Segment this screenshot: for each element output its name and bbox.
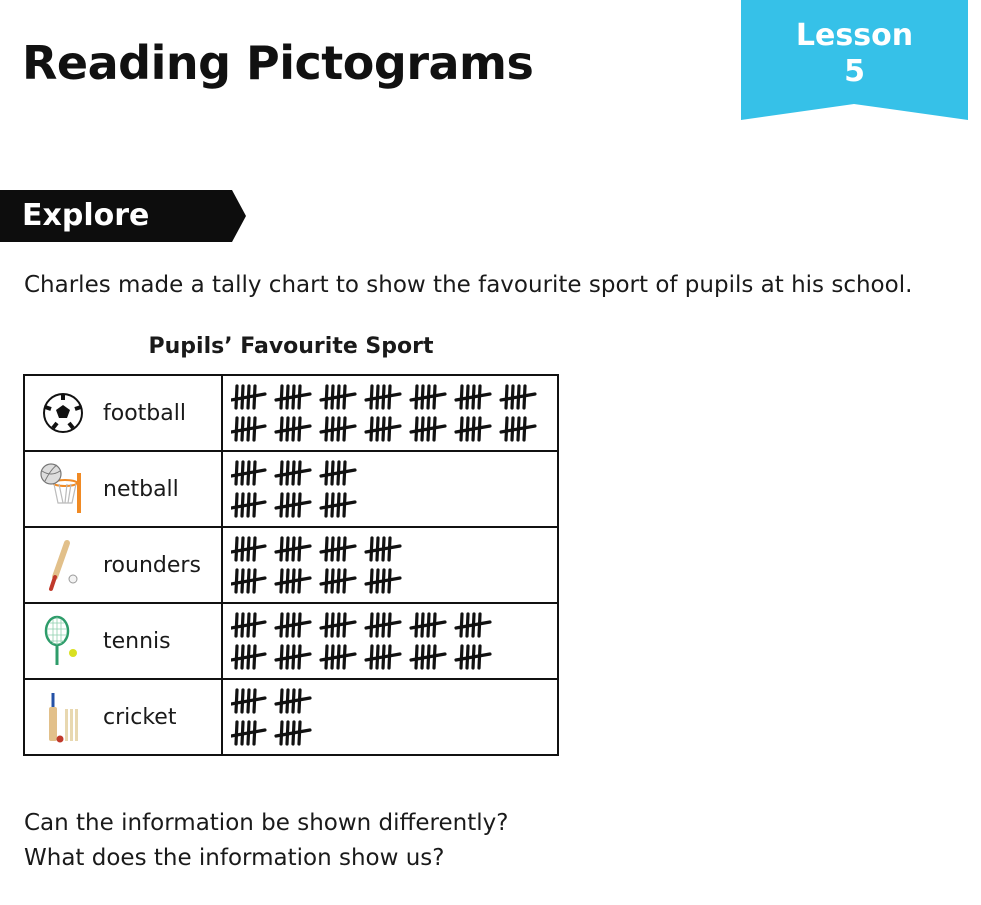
tally-group [276, 538, 310, 560]
intro-text: Charles made a tally chart to show the favourite sport of pupils at his school. [24, 272, 913, 298]
tally-group [366, 570, 400, 592]
tally-group [321, 418, 355, 440]
tally-marks [231, 610, 551, 672]
tally-group [366, 418, 400, 440]
tally-group [276, 646, 310, 668]
lesson-number: 5 [844, 54, 865, 89]
tally-marks [231, 686, 551, 748]
sport-cell [24, 375, 222, 451]
table-row [24, 451, 558, 527]
tally-marks [231, 534, 551, 596]
tally-group [231, 646, 265, 668]
tally-cell [222, 451, 558, 527]
tally-cell [222, 527, 558, 603]
tally-group [456, 646, 490, 668]
tally-cell [222, 603, 558, 679]
explore-section-tag [0, 190, 246, 242]
explore-label: Explore [22, 198, 150, 233]
cricket-bat-icon [33, 687, 93, 747]
tally-marks [231, 382, 551, 444]
tally-group [456, 418, 490, 440]
tally-cell [222, 375, 558, 451]
sport-name: rounders [103, 552, 201, 578]
tennis-racket-icon [33, 611, 93, 671]
tally-group [276, 722, 310, 744]
sport-name: netball [103, 476, 179, 502]
tally-group [231, 494, 265, 516]
tally-group [411, 646, 445, 668]
tally-group [276, 386, 310, 408]
question-1: Can the information be shown differently? [24, 810, 509, 836]
tally-group [231, 418, 265, 440]
tally-group [366, 646, 400, 668]
sport-name: football [103, 400, 186, 426]
tally-group [321, 614, 355, 636]
tally-group [501, 386, 535, 408]
tally-group [456, 614, 490, 636]
table-row [24, 679, 558, 755]
tally-group [231, 690, 265, 712]
tally-group [366, 614, 400, 636]
netball-hoop-icon [33, 459, 93, 519]
page-title: Reading Pictograms [22, 36, 534, 90]
question-2: What does the information show us? [24, 845, 445, 871]
table-title: Pupils’ Favourite Sport [148, 334, 434, 359]
tally-group [321, 494, 355, 516]
tally-group [321, 462, 355, 484]
tally-group [321, 538, 355, 560]
tally-group [456, 386, 490, 408]
tally-group [276, 690, 310, 712]
rounders-bat-icon [33, 535, 93, 595]
sport-name: cricket [103, 704, 177, 730]
sport-cell [24, 679, 222, 755]
tally-group [411, 386, 445, 408]
lesson-label: Lesson [795, 18, 914, 53]
table-row [24, 603, 558, 679]
tally-group [276, 570, 310, 592]
sport-name: tennis [103, 628, 171, 654]
sport-cell [24, 451, 222, 527]
tally-group [231, 462, 265, 484]
table-row [24, 527, 558, 603]
tally-group [231, 570, 265, 592]
football-icon [33, 383, 93, 443]
tally-group [231, 538, 265, 560]
tally-group [366, 538, 400, 560]
tally-group [321, 570, 355, 592]
table-row [24, 375, 558, 451]
tally-group [231, 386, 265, 408]
tally-marks [231, 458, 551, 520]
tally-group [276, 614, 310, 636]
tally-group [276, 418, 310, 440]
lesson-banner [741, 0, 968, 120]
tally-group [276, 462, 310, 484]
tally-group [276, 494, 310, 516]
tally-table [23, 374, 559, 756]
sport-cell [24, 527, 222, 603]
sport-cell [24, 603, 222, 679]
tally-group [231, 722, 265, 744]
tally-group [231, 614, 265, 636]
tally-group [366, 386, 400, 408]
tally-group [411, 614, 445, 636]
tally-group [321, 646, 355, 668]
tally-group [501, 418, 535, 440]
tally-group [321, 386, 355, 408]
tally-cell [222, 679, 558, 755]
tally-group [411, 418, 445, 440]
